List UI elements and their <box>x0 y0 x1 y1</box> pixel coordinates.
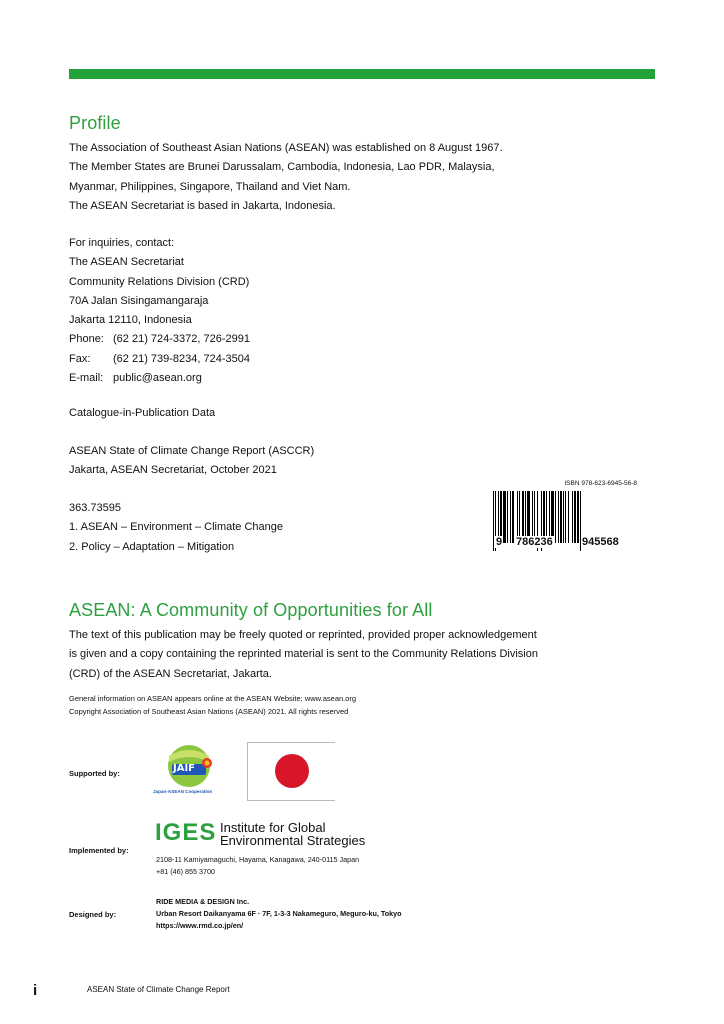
contact-street: 70A Jalan Sisingamangaraja <box>69 294 209 307</box>
footer-title: ASEAN State of Climate Change Report <box>87 985 230 994</box>
barcode-digits-left: 786236 <box>516 536 553 548</box>
phone-label: Phone: <box>69 333 104 346</box>
page-number: i <box>33 982 38 999</box>
designer-name: RIDE MEDIA & DESIGN Inc. <box>156 897 250 906</box>
community-line: (CRD) of the ASEAN Secretariat, Jakarta. <box>69 667 272 680</box>
barcode-digits-right: 945568 <box>582 536 619 548</box>
fax-value: (62 21) 739-8234, 724-3504 <box>113 352 250 365</box>
isbn-barcode <box>493 480 645 551</box>
jaif-caption: Japan-ASEAN Cooperation <box>153 789 213 794</box>
japan-flag <box>247 742 335 801</box>
designer-info <box>156 896 402 931</box>
profile-text <box>69 139 503 216</box>
contact-fax-row <box>69 350 250 369</box>
email-link[interactable]: public@asean.org <box>113 372 202 385</box>
profile-section <box>69 113 121 134</box>
implemented-label: Implemented by: <box>69 846 129 855</box>
general-info: General information on ASEAN appears online at the ASEAN Website: www.asean.org <box>69 694 357 703</box>
catalogue-subject: 2. Policy – Adaptation – Mitigation <box>69 540 235 553</box>
contact-division: Community Relations Division (CRD) <box>69 275 250 288</box>
profile-line: The ASEAN Secretariat is based in Jakarta, Indonesia. <box>69 199 336 212</box>
barcode-digit-first: 9 <box>496 536 503 548</box>
isbn-text: ISBN 978-623-6945-56-8 <box>564 480 637 487</box>
catalogue-heading: Catalogue-in-Publication Data <box>69 407 216 419</box>
iges-contact <box>156 854 359 878</box>
catalogue-subject: 1. ASEAN – Environment – Climate Change <box>69 521 284 534</box>
email-label: E-mail: <box>69 372 104 385</box>
contact-block <box>69 234 250 388</box>
community-line: The text of this publication may be freely quoted or reprinted, provided proper acknowledgement <box>69 629 537 641</box>
catalogue-title: ASEAN State of Climate Change Report (ASCCR) <box>69 445 315 457</box>
contact-email-row <box>69 369 250 388</box>
japan-flag-circle <box>275 754 309 788</box>
profile-title: Profile <box>69 113 121 133</box>
phone-value: (62 21) 724-3372, 726-2991 <box>113 333 250 346</box>
profile-line: The Association of Southeast Asian Nations (ASEAN) was established on 8 August 1967. <box>69 142 503 154</box>
profile-line: The Member States are Brunei Darussalam, Cambodia, Indonesia, Lao PDR, Malaysia, <box>69 161 495 174</box>
iges-name-line: Institute for Global <box>220 820 326 835</box>
iges-phone: +81 (46) 855 3700 <box>156 866 215 876</box>
iges-name-line: Environmental Strategies <box>220 833 366 848</box>
catalogue-classification: 363.73595 <box>69 502 121 514</box>
community-title: ASEAN: A Community of Opportunities for All <box>69 600 433 620</box>
contact-city: Jakarta 12110, Indonesia <box>69 314 192 327</box>
profile-line: Myanmar, Philippines, Singapore, Thailand and Viet Nam. <box>69 180 351 193</box>
designer-address: Urban Resort Daikanyama 6F · 7F, 1-3-3 Nakameguro, Meguro-ku, Tokyo <box>156 908 402 918</box>
copyright-notice: Copyright Association of Southeast Asian Nations (ASEAN) 2021. All rights reserved <box>69 706 349 716</box>
top-green-bar <box>69 69 655 79</box>
contact-phone-row <box>69 330 250 349</box>
catalogue-heading-block <box>69 404 215 423</box>
supported-label: Supported by: <box>69 769 120 778</box>
iges-logo-text: IGES <box>155 819 217 846</box>
legal-notes <box>69 693 356 718</box>
jaif-logo <box>150 742 228 800</box>
iges-address: 2108-11 Kamiyamaguchi, Hayama, Kanagawa, 240-0115 Japan <box>156 855 360 864</box>
community-title-block <box>69 600 432 621</box>
catalogue-publisher: Jakarta, ASEAN Secretariat, October 2021 <box>69 464 277 477</box>
catalogue-title-block <box>69 442 314 481</box>
community-text <box>69 626 538 684</box>
jaif-logo-text: JAIF <box>173 763 196 774</box>
designer-url[interactable]: https://www.rmd.co.jp/en/ <box>156 920 244 930</box>
community-line: is given and a copy containing the reprinted material is sent to the Community Relations Division <box>69 648 538 661</box>
designed-label: Designed by: <box>69 910 117 919</box>
catalogue-subjects <box>69 499 283 557</box>
fax-label: Fax: <box>69 352 91 365</box>
contact-org: The ASEAN Secretariat <box>69 256 184 269</box>
contact-intro: For inquiries, contact: <box>69 237 175 249</box>
